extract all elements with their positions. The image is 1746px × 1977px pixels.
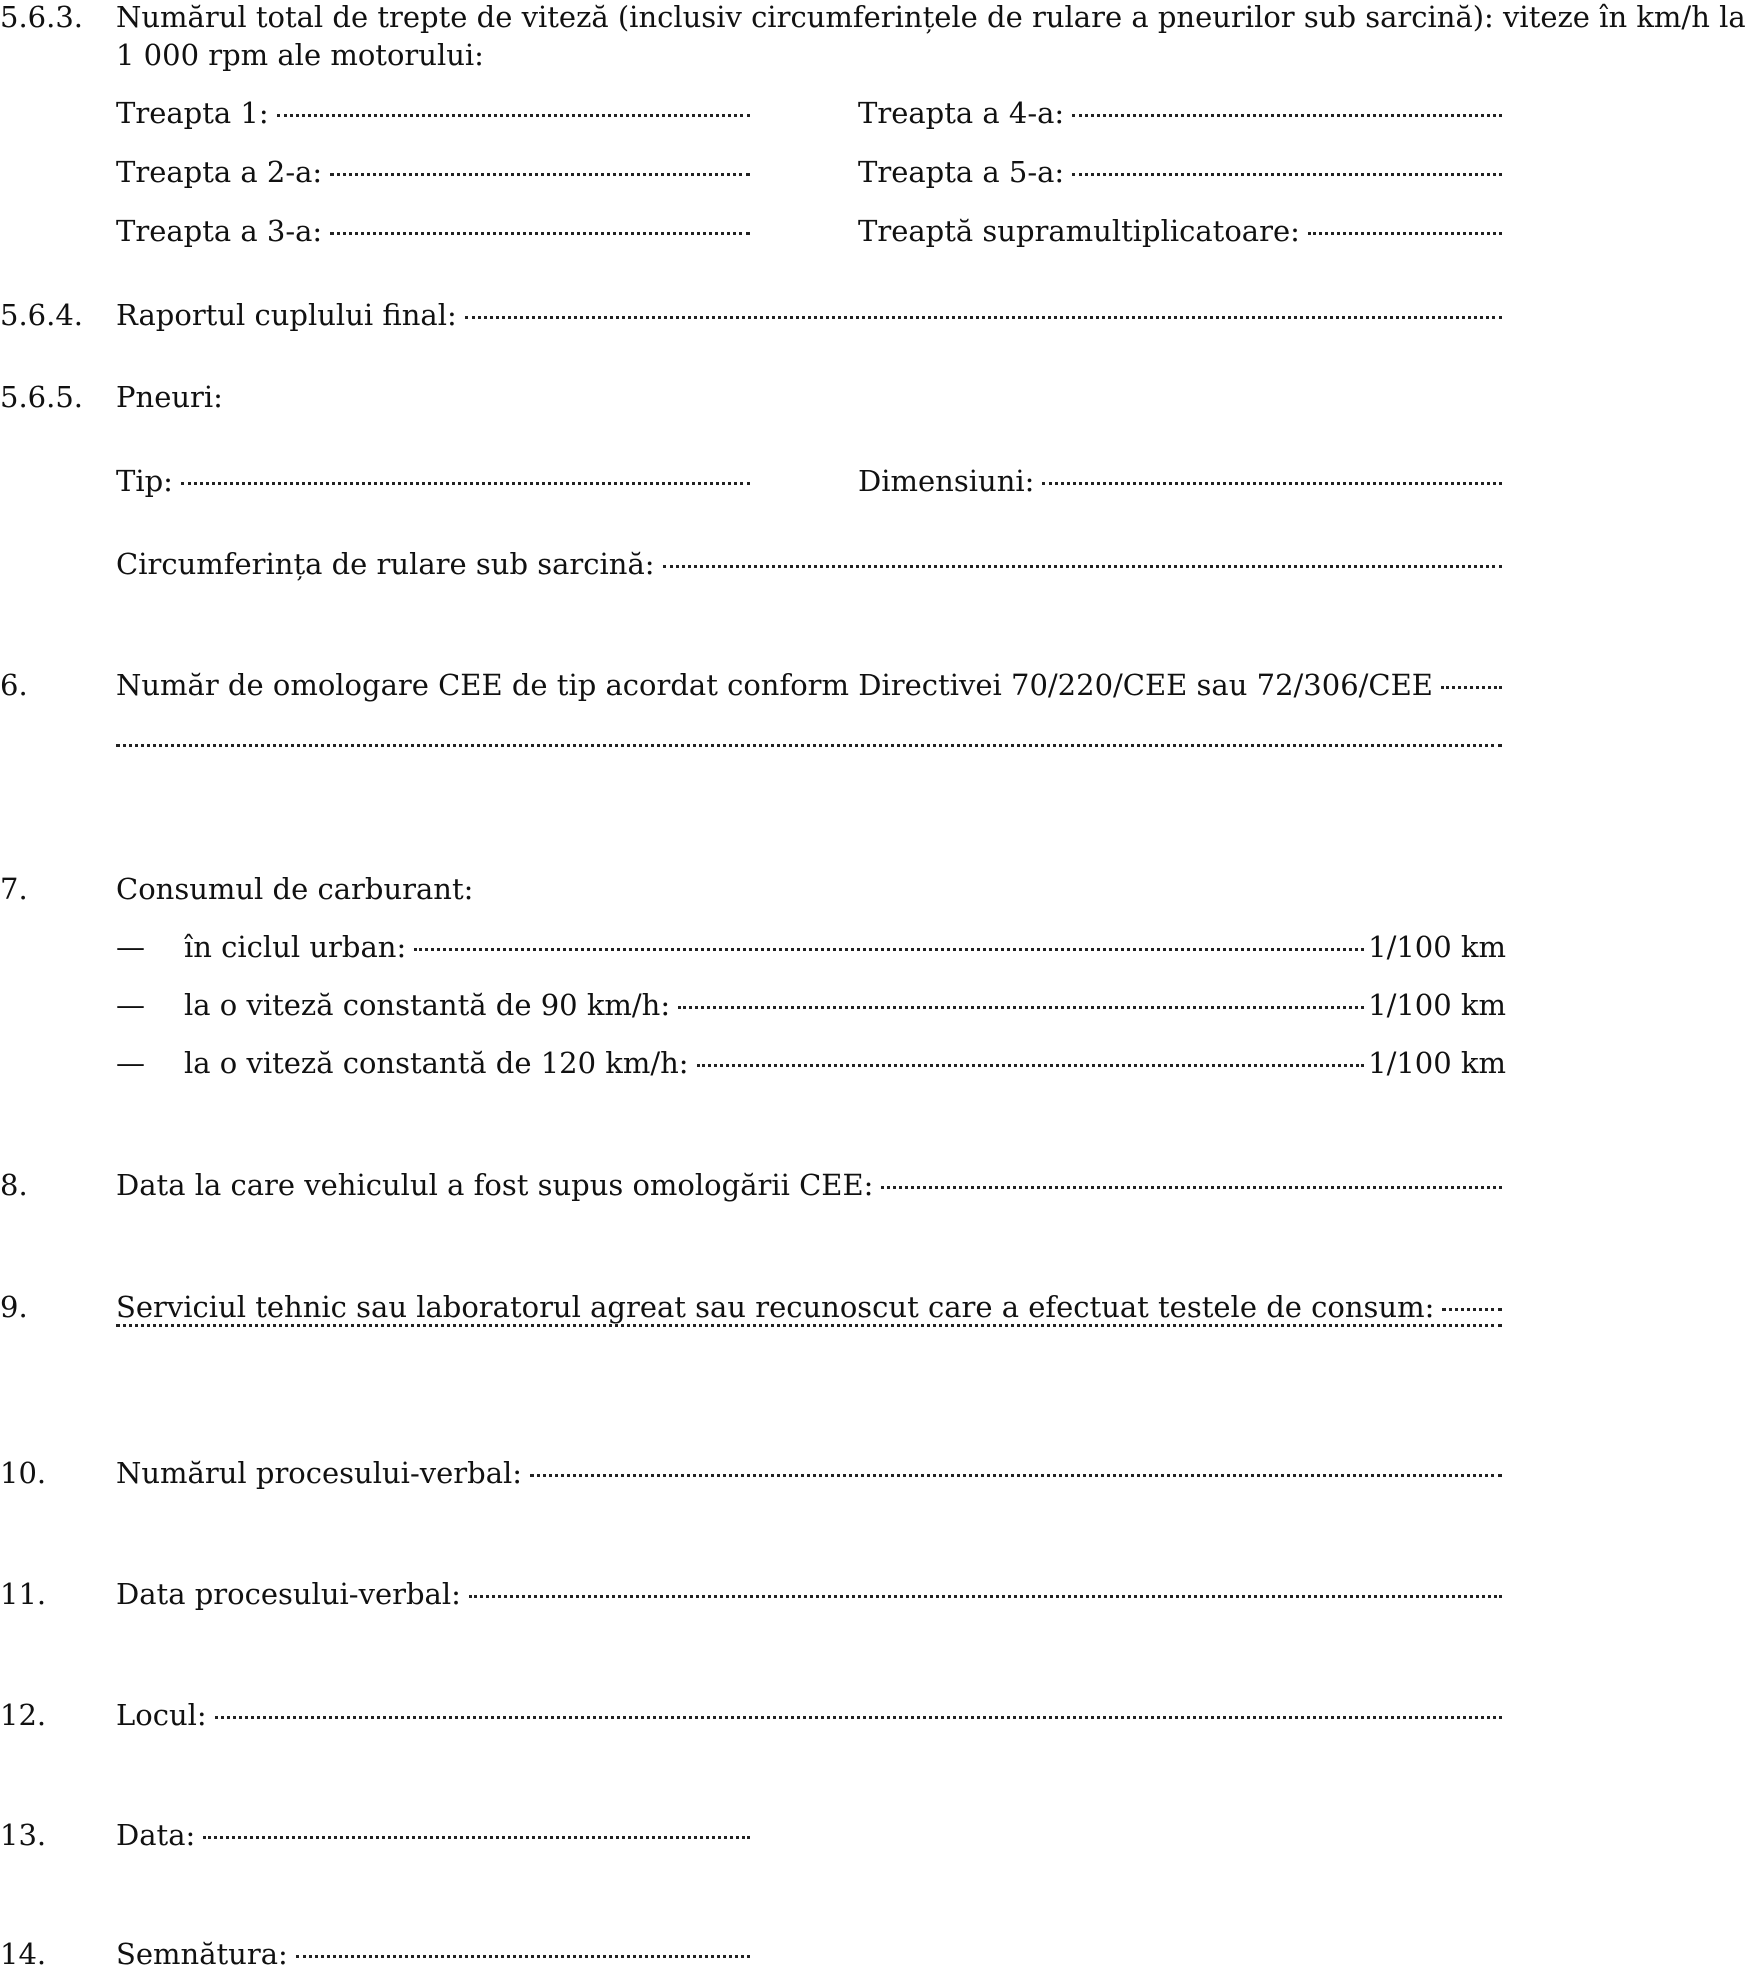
gear-5-label: Treapta a 5-a: (858, 155, 1065, 189)
gear-4-dotted-line (1072, 114, 1502, 117)
date-field[interactable] (116, 1818, 754, 1858)
urban-consumption-label: în ciclul urban: (184, 930, 407, 964)
place-label: Locul: (116, 1698, 207, 1732)
fuel-consumption-heading: Consumul de carburant: (116, 872, 474, 906)
place-dotted-line (215, 1716, 1502, 1719)
gear-1-dotted-line (277, 114, 750, 117)
report-date-dotted-line (469, 1595, 1502, 1598)
gear-4-field[interactable] (858, 96, 1506, 136)
approval-number-label: Număr de omologare CEE de tip acordat conform Directivei 70/220/CEE sau 72/306/CEE (116, 668, 1433, 702)
tyre-size-field[interactable] (858, 464, 1506, 504)
approval-date-label: Data la care vehiculul a fost supus omologării CEE: (116, 1168, 874, 1202)
item-5-6-3-text-line2: 1 000 rpm ale motorului: (116, 38, 484, 72)
urban-consumption-field[interactable] (116, 930, 1506, 970)
item-number-6: 6. (0, 668, 28, 702)
item-number-12: 12. (0, 1698, 47, 1732)
overdrive-label: Treaptă supramultiplicatoare: (858, 214, 1300, 248)
gear-2-label: Treapta a 2-a: (116, 155, 323, 189)
dash-bullet: — (116, 1046, 145, 1080)
technical-service-label: Serviciul tehnic sau laboratorul agreat sau recunoscut care a efectuat testele de consum: (116, 1290, 1435, 1324)
consumption-120-dotted-line (697, 1064, 1365, 1067)
overdrive-dotted-line (1308, 232, 1502, 235)
item-number-5-6-3: 5.6.3. (0, 0, 84, 34)
consumption-90-unit: 1/100 km (1368, 988, 1506, 1022)
date-dotted-line (203, 1836, 750, 1839)
signature-field[interactable] (116, 1937, 754, 1977)
approval-number-continuation-field[interactable] (116, 750, 1506, 790)
report-number-dotted-line (530, 1474, 1502, 1477)
approval-number-dotted-line (1441, 686, 1502, 689)
dash-bullet: — (116, 930, 145, 964)
signature-label: Semnătura: (116, 1937, 288, 1971)
gear-5-dotted-line (1072, 173, 1502, 176)
item-number-13: 13. (0, 1818, 47, 1852)
approval-date-field[interactable] (116, 1168, 1506, 1208)
gear-4-label: Treapta a 4-a: (858, 96, 1065, 130)
report-date-label: Data procesului-verbal: (116, 1577, 461, 1611)
gear-3-field[interactable] (116, 214, 754, 254)
technical-service-continuation-dotted-line (116, 1324, 1502, 1327)
urban-consumption-dotted-line (414, 948, 1364, 951)
rolling-circumference-label: Circumferința de rulare sub sarcină: (116, 547, 655, 581)
item-number-11: 11. (0, 1577, 47, 1611)
report-date-field[interactable] (116, 1577, 1506, 1617)
consumption-90-label: la o viteză constantă de 90 km/h: (184, 988, 671, 1022)
item-number-5-6-5: 5.6.5. (0, 380, 84, 414)
rolling-circumference-dotted-line (663, 565, 1502, 568)
tyre-size-label: Dimensiuni: (858, 464, 1035, 498)
urban-consumption-unit: 1/100 km (1368, 930, 1506, 964)
overdrive-field[interactable] (858, 214, 1506, 254)
consumption-90-dotted-line (678, 1006, 1364, 1009)
item-5-6-3-text-line1: Numărul total de trepte de viteză (inclusiv circumferințele de rulare a pneurilor sub sarcină): viteze în km/h la (116, 0, 1746, 34)
item-number-7: 7. (0, 872, 28, 906)
gear-2-field[interactable] (116, 155, 754, 195)
technical-service-dotted-line (1442, 1308, 1502, 1311)
place-field[interactable] (116, 1698, 1506, 1738)
final-drive-ratio-dotted-line (465, 316, 1502, 319)
item-number-14: 14. (0, 1937, 47, 1971)
item-number-5-6-4: 5.6.4. (0, 298, 84, 332)
gear-3-label: Treapta a 3-a: (116, 214, 323, 248)
gear-2-dotted-line (330, 173, 750, 176)
item-number-8: 8. (0, 1168, 28, 1202)
item-number-10: 10. (0, 1456, 47, 1490)
report-number-label: Numărul procesului-verbal: (116, 1456, 523, 1490)
tyre-type-label: Tip: (116, 464, 173, 498)
tyre-size-dotted-line (1042, 482, 1502, 485)
final-drive-ratio-label: Raportul cuplului final: (116, 298, 457, 332)
approval-number-field[interactable] (116, 668, 1506, 708)
tyre-type-field[interactable] (116, 464, 754, 504)
final-drive-ratio-field[interactable] (116, 298, 1506, 338)
tyre-type-dotted-line (181, 482, 750, 485)
signature-dotted-line (296, 1955, 750, 1958)
gear-1-field[interactable] (116, 96, 754, 136)
consumption-120-unit: 1/100 km (1368, 1046, 1506, 1080)
report-number-field[interactable] (116, 1456, 1506, 1496)
consumption-90-field[interactable] (116, 988, 1506, 1028)
consumption-120-label: la o viteză constantă de 120 km/h: (184, 1046, 689, 1080)
rolling-circumference-field[interactable] (116, 547, 1506, 587)
tyres-label: Pneuri: (116, 380, 223, 414)
dash-bullet: — (116, 988, 145, 1022)
date-label: Data: (116, 1818, 196, 1852)
consumption-120-field[interactable] (116, 1046, 1506, 1086)
item-number-9: 9. (0, 1290, 28, 1324)
approval-date-dotted-line (881, 1186, 1502, 1189)
gear-3-dotted-line (330, 232, 750, 235)
gear-1-label: Treapta 1: (116, 96, 269, 130)
technical-service-continuation-field[interactable] (116, 1330, 1506, 1370)
gear-5-field[interactable] (858, 155, 1506, 195)
approval-number-continuation-dotted-line (116, 744, 1502, 747)
